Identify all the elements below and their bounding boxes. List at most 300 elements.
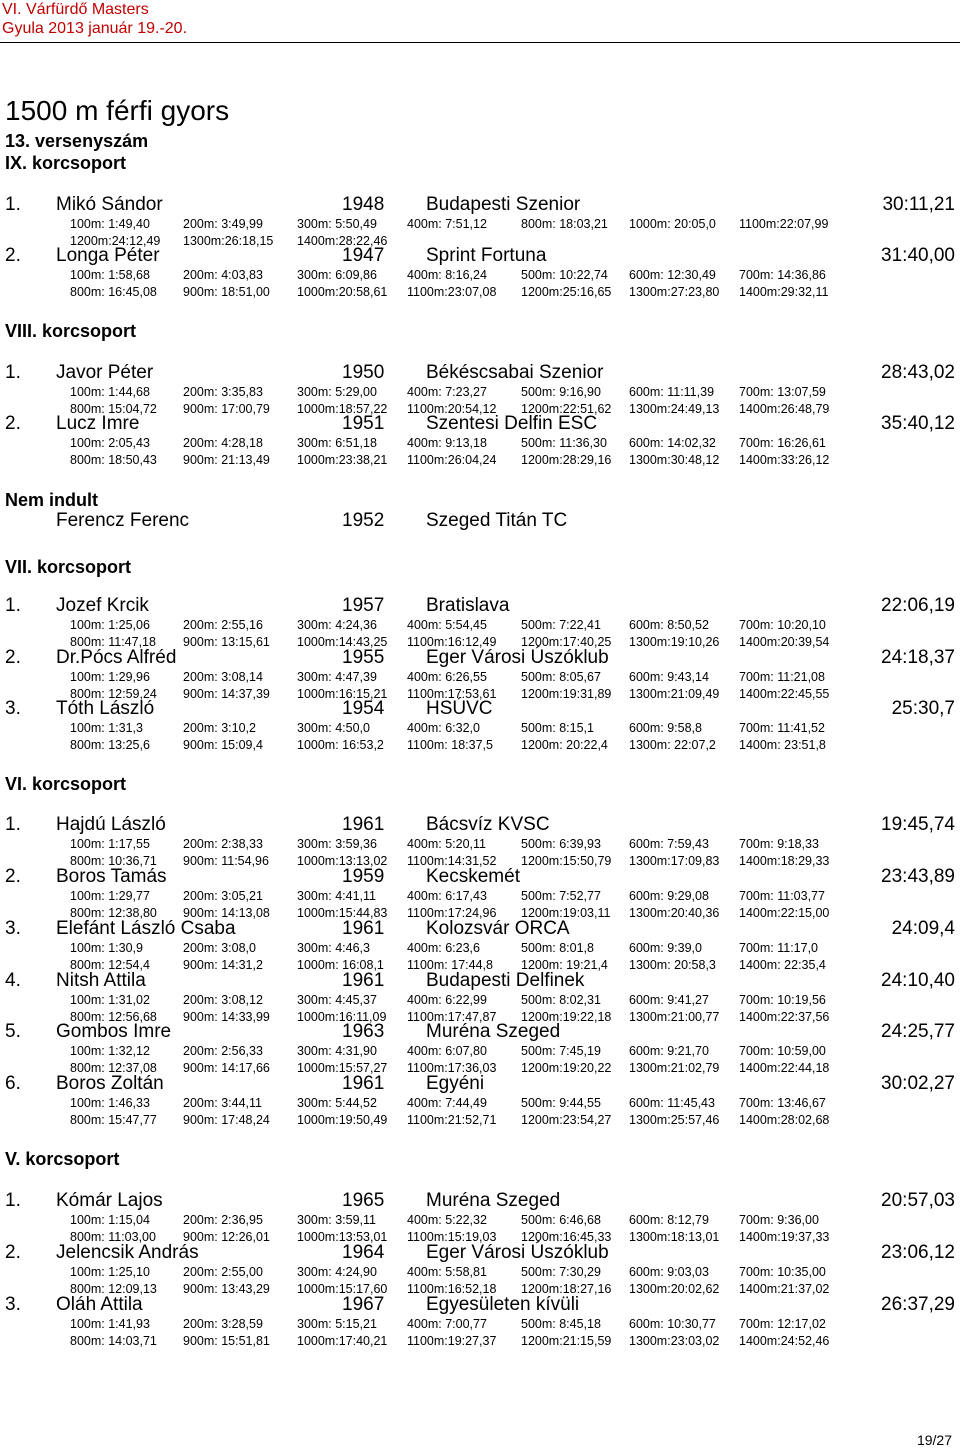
swimmer-main-line bbox=[0, 918, 960, 940]
split-time: 1200m:19:03,11 bbox=[521, 906, 611, 920]
split-time: 1100m:20:54,12 bbox=[407, 402, 497, 416]
swimmer-main-line bbox=[0, 194, 960, 216]
birth-year: 1967 bbox=[342, 1294, 385, 1315]
split-time: 1100m:15:19,03 bbox=[407, 1230, 497, 1244]
split-time: 800m: 12:56,68 bbox=[70, 1010, 157, 1024]
split-time: 200m: 3:35,83 bbox=[183, 385, 263, 399]
birth-year: 1957 bbox=[342, 595, 385, 616]
split-time: 600m: 8:12,79 bbox=[629, 1213, 709, 1227]
split-time: 200m: 4:03,83 bbox=[183, 268, 263, 282]
split-time: 100m: 1:17,55 bbox=[70, 837, 150, 851]
split-times-line bbox=[0, 1316, 960, 1333]
split-time: 600m: 14:02,32 bbox=[629, 436, 716, 450]
split-time: 400m: 5:54,45 bbox=[407, 618, 487, 632]
split-time: 300m: 4:47,39 bbox=[297, 670, 377, 684]
split-time: 1300m:30:48,12 bbox=[629, 453, 720, 467]
split-time: 1300m:23:03,02 bbox=[629, 1334, 720, 1348]
split-times-line bbox=[0, 384, 960, 401]
final-time: 24:09,4 bbox=[891, 918, 955, 939]
split-time: 1400m:28:02,68 bbox=[739, 1113, 830, 1127]
category-heading: V. korcsoport bbox=[5, 1149, 120, 1169]
split-time: 500m: 9:44,55 bbox=[521, 1096, 601, 1110]
split-time: 1100m:16:52,18 bbox=[407, 1282, 497, 1296]
swimmer-result bbox=[0, 1190, 960, 1246]
place: 1. bbox=[5, 814, 21, 835]
split-time: 700m: 14:36,86 bbox=[739, 268, 826, 282]
split-time: 200m: 3:05,21 bbox=[183, 889, 263, 903]
category-heading: VII. korcsoport bbox=[5, 557, 132, 577]
split-time: 700m: 11:17,0 bbox=[739, 941, 818, 955]
split-time: 1000m: 16:08,1 bbox=[297, 958, 384, 972]
swimmer-name: Hajdú László bbox=[56, 814, 166, 835]
split-time: 1200m:22:51,62 bbox=[521, 402, 612, 416]
split-time: 700m: 11:41,52 bbox=[739, 721, 825, 735]
final-time: 23:06,12 bbox=[881, 1242, 955, 1263]
split-time: 600m: 9:58,8 bbox=[629, 721, 702, 735]
split-time: 900m: 14:13,08 bbox=[183, 906, 270, 920]
swimmer-name: Ferencz Ferenc bbox=[56, 510, 190, 531]
split-time: 400m: 7:51,12 bbox=[407, 217, 487, 231]
split-time: 800m: 16:45,08 bbox=[70, 285, 157, 299]
split-time: 500m: 6:46,68 bbox=[521, 1213, 601, 1227]
split-time: 500m: 10:22,74 bbox=[521, 268, 608, 282]
split-times-line bbox=[0, 669, 960, 686]
split-time: 900m: 12:26,01 bbox=[183, 1230, 270, 1244]
final-time: 28:43,02 bbox=[881, 362, 955, 383]
place: 1. bbox=[5, 362, 21, 383]
split-time: 1300m:20:40,36 bbox=[629, 906, 720, 920]
split-time: 1200m:16:45,33 bbox=[521, 1230, 612, 1244]
split-time: 1000m:20:58,61 bbox=[297, 285, 388, 299]
split-times-line bbox=[0, 1333, 960, 1350]
club-name: Egyesületen kívüli bbox=[426, 1294, 580, 1315]
split-time: 600m: 9:43,14 bbox=[629, 670, 709, 684]
split-time: 1300m: 20:58,3 bbox=[629, 958, 716, 972]
split-time: 800m: 12:59,24 bbox=[70, 687, 157, 701]
split-time: 1000m:16:15,21 bbox=[297, 687, 388, 701]
split-time: 1000m:15:57,27 bbox=[297, 1061, 388, 1075]
club-name: Egyéni bbox=[426, 1073, 485, 1094]
club-name: Szentesi Delfin ESC bbox=[426, 413, 598, 434]
split-time: 1400m:26:48,79 bbox=[739, 402, 830, 416]
split-time: 1200m:19:31,89 bbox=[521, 687, 612, 701]
place: 2. bbox=[5, 245, 21, 266]
split-time: 900m: 13:15,61 bbox=[183, 635, 270, 649]
split-time: 1200m:18:27,16 bbox=[521, 1282, 612, 1296]
split-time: 100m: 1:41,93 bbox=[70, 1317, 150, 1331]
place: 2. bbox=[5, 413, 21, 434]
category-heading: VI. korcsoport bbox=[5, 774, 127, 794]
split-times-line bbox=[0, 435, 960, 452]
birth-year: 1961 bbox=[342, 918, 385, 939]
split-time: 400m: 6:23,6 bbox=[407, 941, 480, 955]
split-time: 800m: 12:38,80 bbox=[70, 906, 157, 920]
final-time: 30:11,21 bbox=[882, 194, 955, 215]
split-times-line bbox=[0, 1212, 960, 1229]
split-time: 100m: 1:46,33 bbox=[70, 1096, 150, 1110]
place: 4. bbox=[5, 970, 21, 991]
split-time: 200m: 3:08,0 bbox=[183, 941, 256, 955]
split-time: 300m: 4:46,3 bbox=[297, 941, 370, 955]
split-time: 1200m:24:12,49 bbox=[70, 234, 161, 248]
swimmer-name: Gombos Imre bbox=[56, 1021, 172, 1042]
place: 2. bbox=[5, 1242, 21, 1263]
birth-year: 1961 bbox=[342, 1073, 385, 1094]
split-time: 1300m:27:23,80 bbox=[629, 285, 720, 299]
split-time: 1400m:22:15,00 bbox=[739, 906, 830, 920]
swimmer-main-line bbox=[0, 1242, 960, 1264]
birth-year: 1965 bbox=[342, 1190, 385, 1211]
split-time: 100m: 1:58,68 bbox=[70, 268, 150, 282]
split-time: 900m: 15:51,81 bbox=[183, 1334, 270, 1348]
split-time: 1200m:19:20,22 bbox=[521, 1061, 612, 1075]
split-time: 600m: 10:30,77 bbox=[629, 1317, 716, 1331]
birth-year: 1954 bbox=[342, 698, 385, 719]
swimmer-name: Lucz Imre bbox=[56, 413, 140, 434]
split-time: 1300m:20:02,62 bbox=[629, 1282, 720, 1296]
club-name: Békéscsabai Szenior bbox=[426, 362, 604, 383]
document-header bbox=[0, 0, 960, 50]
split-times-line bbox=[0, 720, 960, 737]
split-times-line bbox=[0, 267, 960, 284]
split-time: 1100m:17:47,87 bbox=[407, 1010, 497, 1024]
split-time: 500m: 8:15,1 bbox=[521, 721, 594, 735]
place: 1. bbox=[5, 1190, 21, 1211]
swimmer-result bbox=[0, 866, 960, 922]
split-time: 1300m:26:18,15 bbox=[183, 234, 274, 248]
birth-year: 1952 bbox=[342, 510, 385, 531]
split-time: 400m: 6:17,43 bbox=[407, 889, 487, 903]
split-time: 700m: 10:59,00 bbox=[739, 1044, 826, 1058]
split-time: 1300m:21:00,77 bbox=[629, 1010, 720, 1024]
split-time: 1200m:21:15,59 bbox=[521, 1334, 612, 1348]
birth-year: 1959 bbox=[342, 866, 385, 887]
swimmer-main-line bbox=[0, 970, 960, 992]
split-time: 100m: 1:31,02 bbox=[70, 993, 150, 1007]
final-time: 35:40,12 bbox=[881, 413, 955, 434]
final-time: 24:10,40 bbox=[881, 970, 955, 991]
split-time: 900m: 14:31,2 bbox=[183, 958, 263, 972]
swimmer-name: Longa Péter bbox=[56, 245, 160, 266]
swimmer-result bbox=[0, 595, 960, 651]
split-time: 900m: 17:48,24 bbox=[183, 1113, 270, 1127]
split-time: 300m: 4:24,90 bbox=[297, 1265, 377, 1279]
split-time: 400m: 8:16,24 bbox=[407, 268, 487, 282]
split-time: 1400m:22:44,18 bbox=[739, 1061, 830, 1075]
swimmer-main-line bbox=[0, 866, 960, 888]
split-time: 900m: 17:00,79 bbox=[183, 402, 270, 416]
not-started-heading: Nem indult bbox=[5, 490, 98, 510]
split-time: 300m: 3:59,11 bbox=[297, 1213, 376, 1227]
split-time: 300m: 5:15,21 bbox=[297, 1317, 377, 1331]
split-time: 900m: 14:17,66 bbox=[183, 1061, 270, 1075]
header-divider bbox=[0, 42, 960, 43]
birth-year: 1961 bbox=[342, 970, 385, 991]
split-time: 400m: 9:13,18 bbox=[407, 436, 487, 450]
split-time: 1400m:18:29,33 bbox=[739, 854, 830, 868]
swimmer-result bbox=[0, 245, 960, 301]
split-time: 200m: 3:49,99 bbox=[183, 217, 263, 231]
event-title: 1500 m férfi gyors bbox=[5, 95, 230, 126]
place: 1. bbox=[5, 194, 21, 215]
swimmer-name: Boros Zoltán bbox=[56, 1073, 164, 1094]
split-time: 900m: 13:43,29 bbox=[183, 1282, 270, 1296]
split-times-line bbox=[0, 992, 960, 1009]
club-name: HSÚVC bbox=[426, 698, 493, 719]
birth-year: 1947 bbox=[342, 245, 385, 266]
split-time: 500m: 11:36,30 bbox=[521, 436, 607, 450]
split-time: 500m: 6:39,93 bbox=[521, 837, 601, 851]
split-time: 300m: 6:51,18 bbox=[297, 436, 377, 450]
split-time: 1400m:24:52,46 bbox=[739, 1334, 830, 1348]
split-time: 1100m:14:31,52 bbox=[407, 854, 497, 868]
split-time: 700m: 9:36,00 bbox=[739, 1213, 819, 1227]
split-time: 700m: 11:21,08 bbox=[739, 670, 825, 684]
swimmer-name: Nitsh Attila bbox=[56, 970, 146, 991]
split-time: 100m: 1:25,10 bbox=[70, 1265, 150, 1279]
split-time: 200m: 3:08,14 bbox=[183, 670, 263, 684]
birth-year: 1955 bbox=[342, 647, 385, 668]
swimmer-main-line bbox=[0, 1073, 960, 1095]
swimmer-name: Elefánt László Csaba bbox=[56, 918, 236, 939]
club-name: Bácsvíz KVSC bbox=[426, 814, 550, 835]
final-time: 25:30,7 bbox=[891, 698, 955, 719]
split-times-line bbox=[0, 737, 960, 754]
split-time: 600m: 9:29,08 bbox=[629, 889, 709, 903]
split-time: 1100m:17:36,03 bbox=[407, 1061, 497, 1075]
split-time: 100m: 1:44,68 bbox=[70, 385, 150, 399]
split-times-line bbox=[0, 1264, 960, 1281]
split-time: 100m: 2:05,43 bbox=[70, 436, 150, 450]
swimmer-main-line bbox=[0, 595, 960, 617]
split-time: 200m: 2:56,33 bbox=[183, 1044, 263, 1058]
split-time: 1200m: 20:22,4 bbox=[521, 738, 608, 752]
birth-year: 1948 bbox=[342, 194, 385, 215]
split-time: 1300m:24:49,13 bbox=[629, 402, 720, 416]
place: 3. bbox=[5, 918, 21, 939]
split-time: 400m: 5:22,32 bbox=[407, 1213, 487, 1227]
split-time: 1300m: 22:07,2 bbox=[629, 738, 716, 752]
split-time: 400m: 5:20,11 bbox=[407, 837, 486, 851]
split-time: 300m: 5:29,00 bbox=[297, 385, 377, 399]
split-time: 100m: 1:49,40 bbox=[70, 217, 150, 231]
split-time: 600m: 12:30,49 bbox=[629, 268, 716, 282]
swimmer-result bbox=[0, 814, 960, 870]
split-time: 300m: 6:09,86 bbox=[297, 268, 377, 282]
final-time: 22:06,19 bbox=[881, 595, 955, 616]
split-time: 1100m: 17:44,8 bbox=[407, 958, 493, 972]
split-time: 1200m:19:22,18 bbox=[521, 1010, 612, 1024]
split-time: 1200m:23:54,27 bbox=[521, 1113, 612, 1127]
split-time: 1100m:21:52,71 bbox=[407, 1113, 497, 1127]
split-time: 200m: 3:10,2 bbox=[183, 721, 256, 735]
swimmer-name: Javor Péter bbox=[56, 362, 154, 383]
split-time: 200m: 3:44,11 bbox=[183, 1096, 262, 1110]
club-name: Szeged Titán TC bbox=[426, 510, 568, 531]
swimmer-result bbox=[0, 1073, 960, 1129]
split-time: 400m: 6:26,55 bbox=[407, 670, 487, 684]
split-time: 400m: 6:07,80 bbox=[407, 1044, 487, 1058]
split-time: 200m: 3:28,59 bbox=[183, 1317, 263, 1331]
swimmer-result bbox=[0, 1294, 960, 1350]
final-time: 20:57,03 bbox=[881, 1190, 955, 1211]
club-name: Budapesti Szenior bbox=[426, 194, 581, 215]
split-time: 1300m:21:09,49 bbox=[629, 687, 720, 701]
split-time: 1100m:16:12,49 bbox=[407, 635, 497, 649]
split-time: 1300m:25:57,46 bbox=[629, 1113, 720, 1127]
final-time: 24:25,77 bbox=[881, 1021, 955, 1042]
split-time: 1000m:15:44,83 bbox=[297, 906, 388, 920]
split-time: 300m: 4:24,36 bbox=[297, 618, 377, 632]
club-name: Muréna Szeged bbox=[426, 1021, 561, 1042]
split-time: 400m: 6:22,99 bbox=[407, 993, 487, 1007]
split-time: 100m: 1:32,12 bbox=[70, 1044, 150, 1058]
split-time: 500m: 8:01,8 bbox=[521, 941, 594, 955]
swimmer-main-line bbox=[0, 698, 960, 720]
split-time: 1000m:19:50,49 bbox=[297, 1113, 388, 1127]
split-times-line bbox=[0, 284, 960, 301]
split-time: 400m: 7:23,27 bbox=[407, 385, 487, 399]
split-time: 100m: 1:15,04 bbox=[70, 1213, 150, 1227]
split-time: 600m: 9:41,27 bbox=[629, 993, 709, 1007]
swimmer-name: Jelencsik András bbox=[56, 1242, 199, 1263]
split-time: 1200m:17:40,25 bbox=[521, 635, 612, 649]
split-time: 1000m:15:17,60 bbox=[297, 1282, 388, 1296]
birth-year: 1951 bbox=[342, 413, 385, 434]
place: 1. bbox=[5, 595, 21, 616]
swimmer-main-line bbox=[0, 1021, 960, 1043]
split-time: 1000m:23:38,21 bbox=[297, 453, 388, 467]
split-time: 1400m:33:26,12 bbox=[739, 453, 830, 467]
split-time: 700m: 13:07,59 bbox=[739, 385, 826, 399]
swimmer-result bbox=[0, 647, 960, 703]
split-time: 800m: 11:47,18 bbox=[70, 635, 156, 649]
split-time: 800m: 18:50,43 bbox=[70, 453, 157, 467]
club-name: Sprint Fortuna bbox=[426, 245, 547, 266]
place: 6. bbox=[5, 1073, 21, 1094]
final-time: 23:43,89 bbox=[881, 866, 955, 887]
split-time: 1200m:15:50,79 bbox=[521, 854, 612, 868]
split-time: 700m: 9:18,33 bbox=[739, 837, 819, 851]
split-time: 700m: 10:35,00 bbox=[739, 1265, 826, 1279]
swimmer-main-line bbox=[0, 362, 960, 384]
split-time: 1400m: 22:35,4 bbox=[739, 958, 826, 972]
split-time: 500m: 7:45,19 bbox=[521, 1044, 601, 1058]
split-time: 700m: 12:17,02 bbox=[739, 1317, 826, 1331]
split-time: 800m: 15:47,77 bbox=[70, 1113, 157, 1127]
split-time: 200m: 2:55,00 bbox=[183, 1265, 263, 1279]
swimmer-result bbox=[0, 970, 960, 1026]
split-time: 900m: 14:37,39 bbox=[183, 687, 270, 701]
split-time: 200m: 4:28,18 bbox=[183, 436, 263, 450]
split-time: 1400m:22:37,56 bbox=[739, 1010, 830, 1024]
swimmer-result bbox=[0, 1021, 960, 1077]
club-name: Eger Városi Úszóklub bbox=[426, 1242, 609, 1263]
birth-year: 1963 bbox=[342, 1021, 385, 1042]
split-time: 1400m:29:32,11 bbox=[739, 285, 829, 299]
split-time: 700m: 16:26,61 bbox=[739, 436, 826, 450]
split-time: 300m: 4:41,11 bbox=[297, 889, 376, 903]
split-time: 1000m: 16:53,2 bbox=[297, 738, 384, 752]
split-time: 100m: 1:29,77 bbox=[70, 889, 150, 903]
swimmer-main-line bbox=[0, 413, 960, 435]
split-time: 400m: 6:32,0 bbox=[407, 721, 480, 735]
swimmer-main-line bbox=[0, 1190, 960, 1212]
split-time: 800m: 12:37,08 bbox=[70, 1061, 157, 1075]
split-time: 500m: 8:45,18 bbox=[521, 1317, 601, 1331]
split-time: 500m: 8:05,67 bbox=[521, 670, 601, 684]
split-time: 1200m:28:29,16 bbox=[521, 453, 612, 467]
birth-year: 1964 bbox=[342, 1242, 385, 1263]
split-time: 300m: 4:45,37 bbox=[297, 993, 377, 1007]
split-time: 700m: 10:20,10 bbox=[739, 618, 826, 632]
split-time: 900m: 21:13,49 bbox=[183, 453, 270, 467]
split-time: 1000m:13:13,02 bbox=[297, 854, 388, 868]
split-time: 100m: 1:30,9 bbox=[70, 941, 143, 955]
place: 5. bbox=[5, 1021, 21, 1042]
split-time: 600m: 9:39,0 bbox=[629, 941, 702, 955]
split-time: 800m: 14:03,71 bbox=[70, 1334, 157, 1348]
split-time: 900m: 18:51,00 bbox=[183, 285, 270, 299]
header-meet-name: VI. Várfürdő Masters bbox=[2, 1, 149, 18]
split-time: 1300m:17:09,83 bbox=[629, 854, 720, 868]
split-time: 500m: 7:22,41 bbox=[521, 618, 601, 632]
swimmer-result bbox=[0, 918, 960, 974]
club-name: Budapesti Delfinek bbox=[426, 970, 585, 991]
split-time: 100m: 1:29,96 bbox=[70, 670, 150, 684]
split-time: 1200m: 19:21,4 bbox=[521, 958, 608, 972]
swimmer-result bbox=[0, 698, 960, 754]
final-time: 19:45,74 bbox=[881, 814, 955, 835]
split-time: 1100m:19:27,37 bbox=[407, 1334, 497, 1348]
split-times-line bbox=[0, 836, 960, 853]
split-time: 1400m:21:37,02 bbox=[739, 1282, 830, 1296]
header-meet-date: Gyula 2013 január 19.-20. bbox=[2, 20, 188, 37]
swimmer-main-line bbox=[0, 814, 960, 836]
category-heading: VIII. korcsoport bbox=[5, 321, 137, 341]
split-time: 1100m:22:07,99 bbox=[739, 217, 829, 231]
split-time: 800m: 11:03,00 bbox=[70, 1230, 156, 1244]
swimmer-name: Kómár Lajos bbox=[56, 1190, 163, 1211]
split-time: 1000m:17:40,21 bbox=[297, 1334, 388, 1348]
split-time: 1200m:25:16,65 bbox=[521, 285, 612, 299]
split-times-line bbox=[0, 888, 960, 905]
split-time: 800m: 12:09,13 bbox=[70, 1282, 157, 1296]
split-time: 1100m: 18:37,5 bbox=[407, 738, 493, 752]
swimmer-main-line bbox=[0, 1294, 960, 1316]
swimmer-result bbox=[0, 194, 960, 250]
final-time: 26:37,29 bbox=[881, 1294, 955, 1315]
split-time: 100m: 1:31,3 bbox=[70, 721, 143, 735]
club-name: Eger Városi Úszóklub bbox=[426, 647, 609, 668]
swimmer-result bbox=[0, 1242, 960, 1298]
split-time: 1100m:17:24,96 bbox=[407, 906, 497, 920]
split-times-line bbox=[0, 940, 960, 957]
split-time: 700m: 10:19,56 bbox=[739, 993, 826, 1007]
split-times-line bbox=[0, 1043, 960, 1060]
split-time: 1100m:17:53,61 bbox=[407, 687, 497, 701]
split-times-line bbox=[0, 1112, 960, 1129]
split-time: 1000m:16:11,09 bbox=[297, 1010, 387, 1024]
split-time: 700m: 11:03,77 bbox=[739, 889, 825, 903]
swimmer-name: Oláh Attila bbox=[56, 1294, 143, 1315]
split-time: 1100m:26:04,24 bbox=[407, 453, 497, 467]
split-time: 900m: 11:54,96 bbox=[183, 854, 269, 868]
swimmer-name: Dr.Pócs Alfréd bbox=[56, 647, 177, 668]
split-time: 600m: 8:50,52 bbox=[629, 618, 709, 632]
final-time: 31:40,00 bbox=[881, 245, 955, 266]
split-times-line bbox=[0, 1095, 960, 1112]
